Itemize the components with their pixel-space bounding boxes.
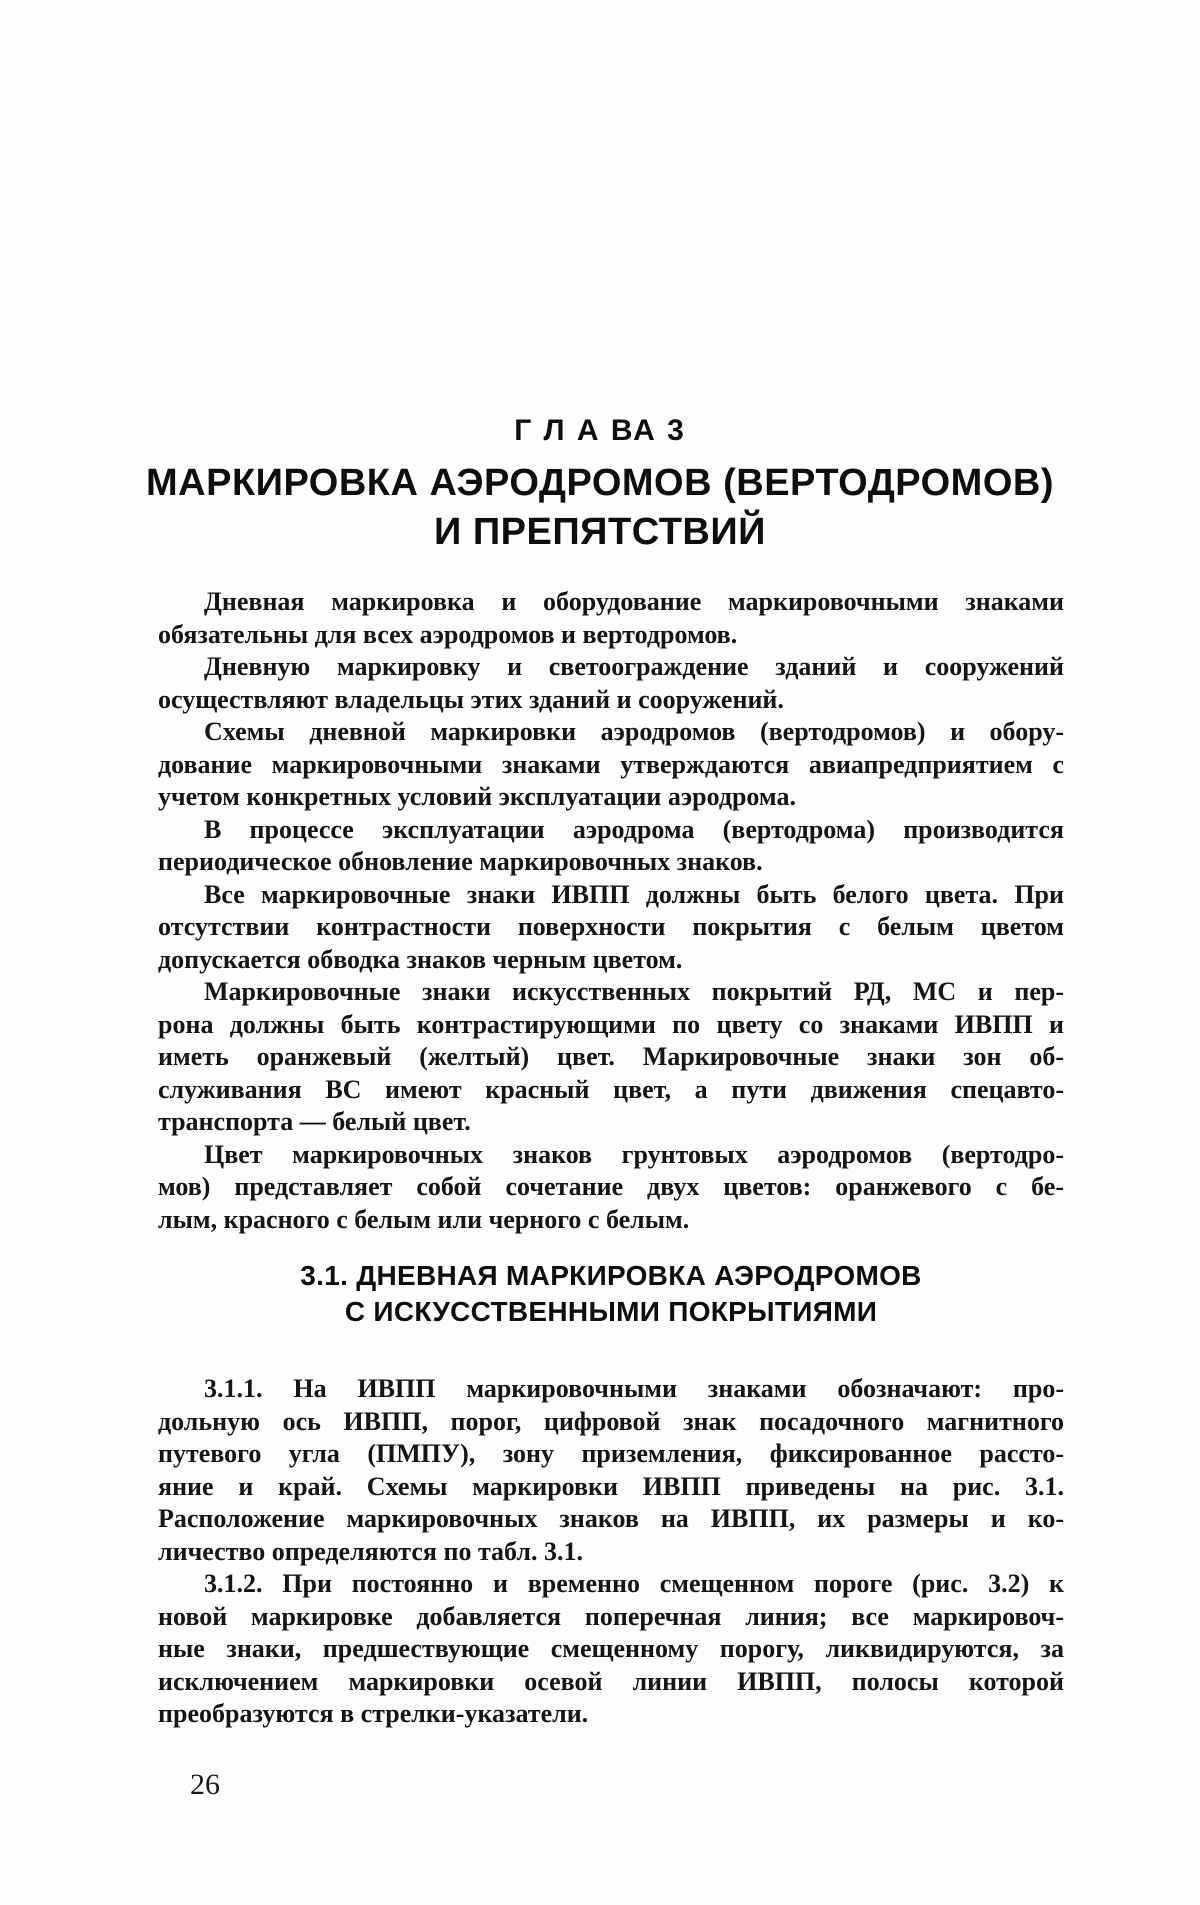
text-line: дование маркировочными знаками утверждаются авиапредприятием с [158,749,1064,779]
text-line: новой маркировке добавляется поперечная линия; все маркировоч- [158,1601,1064,1631]
text-line: обязательны для всех аэродромов и вертодромов. [158,619,738,649]
paragraph [158,814,1064,879]
paragraph [158,716,1064,814]
chapter-title-line: И ПРЕПЯТСТВИЙ [434,511,766,553]
text-line: 3.1.2. При постоянно и временно смещенном пороге (рис. 3.2) к [204,1569,1064,1598]
text-line: лым, красного с белым или черного с белым. [158,1204,690,1234]
paragraph [158,879,1064,977]
text-line: отсутствии контрастности поверхности покрытия с белым цветом [158,912,1064,941]
text-line: допускается обводка знаков черным цветом. [158,944,683,974]
text-line: дольную ось ИВПП, порог, цифровой знак посадочного магнитного [158,1406,1064,1436]
text-line: рона должны быть контрастирующими по цвету со знаками ИВПП и [158,1009,1064,1039]
text-line: Маркировочные знаки искусственных покрытий РД, МС и пер- [204,977,1064,1006]
text-line: служивания ВС имеют красный цвет, а пути движения спецавто- [158,1074,1064,1104]
chapter-heading: Г Л А ВА 3 [514,414,686,447]
text-line: 3.1.1. На ИВПП маркировочными знаками обозначают: про- [204,1374,1064,1403]
text-line: Схемы дневной маркировки аэродромов (вертодромов) и обору- [204,717,1064,746]
text-line: транспорта — белый цвет. [158,1107,471,1136]
text-line: иметь оранжевый (желтый) цвет. Маркировочные знаки зон об- [158,1042,1064,1071]
section-heading-line: 3.1. ДНЕВНАЯ МАРКИРОВКА АЭРОДРОМОВ [300,1260,922,1291]
text-line: Все маркировочные знаки ИВПП должны быть белого цвета. При [204,879,1064,909]
section-heading [158,1258,1064,1330]
text-line: учетом конкретных условий эксплуатации аэродрома. [158,782,796,811]
paragraph [158,976,1064,1139]
text-line: Цвет маркировочных знаков грунтовых аэродромов (вертодро- [204,1139,1064,1169]
text-line: исключением маркировки осевой линии ИВПП, полосы которой [158,1666,1064,1696]
text-line: Дневную маркировку и светоограждение зданий и сооружений [204,652,1064,681]
text-line: преобразуются в стрелки-указатели. [158,1699,589,1728]
paragraph [158,1568,1064,1731]
paragraph [158,586,1064,651]
section-heading-line: С ИСКУССТВЕННЫМИ ПОКРЫТИЯМИ [344,1296,878,1327]
page-number: 26 [190,1768,220,1801]
chapter-title [0,459,1200,557]
text-line: яние и край. Схемы маркировки ИВПП приведены на рис. 3.1. [158,1471,1064,1501]
text-line: Расположение маркировочных знаков на ИВПП, их размеры и ко- [158,1504,1064,1533]
text-line: мов) представляет собой сочетание двух цветов: оранжевого с бе- [158,1172,1064,1201]
text-line: ные знаки, предшествующие смещенному порогу, ликвидируются, за [158,1634,1064,1663]
text-line: В процессе эксплуатации аэродрома (вертодрома) производится [204,814,1064,844]
text-line: Дневная маркировка и оборудование маркировочными знаками [204,587,1064,616]
section-text-block [158,1373,1064,1731]
paragraph [158,1139,1064,1237]
text-line: личество определяются по табл. 3.1. [158,1536,583,1566]
paragraph [158,1373,1064,1568]
text-line: путевого угла (ПМПУ), зону приземления, фиксированное рассто- [158,1439,1064,1468]
text-line: периодическое обновление маркировочных знаков. [158,847,763,876]
paragraph [158,651,1064,716]
chapter-title-line: МАРКИРОВКА АЭРОДРОМОВ (ВЕРТОДРОМОВ) [146,462,1054,504]
text-line: осуществляют владельцы этих зданий и сооружений. [158,684,784,714]
intro-text-block [158,586,1064,1236]
